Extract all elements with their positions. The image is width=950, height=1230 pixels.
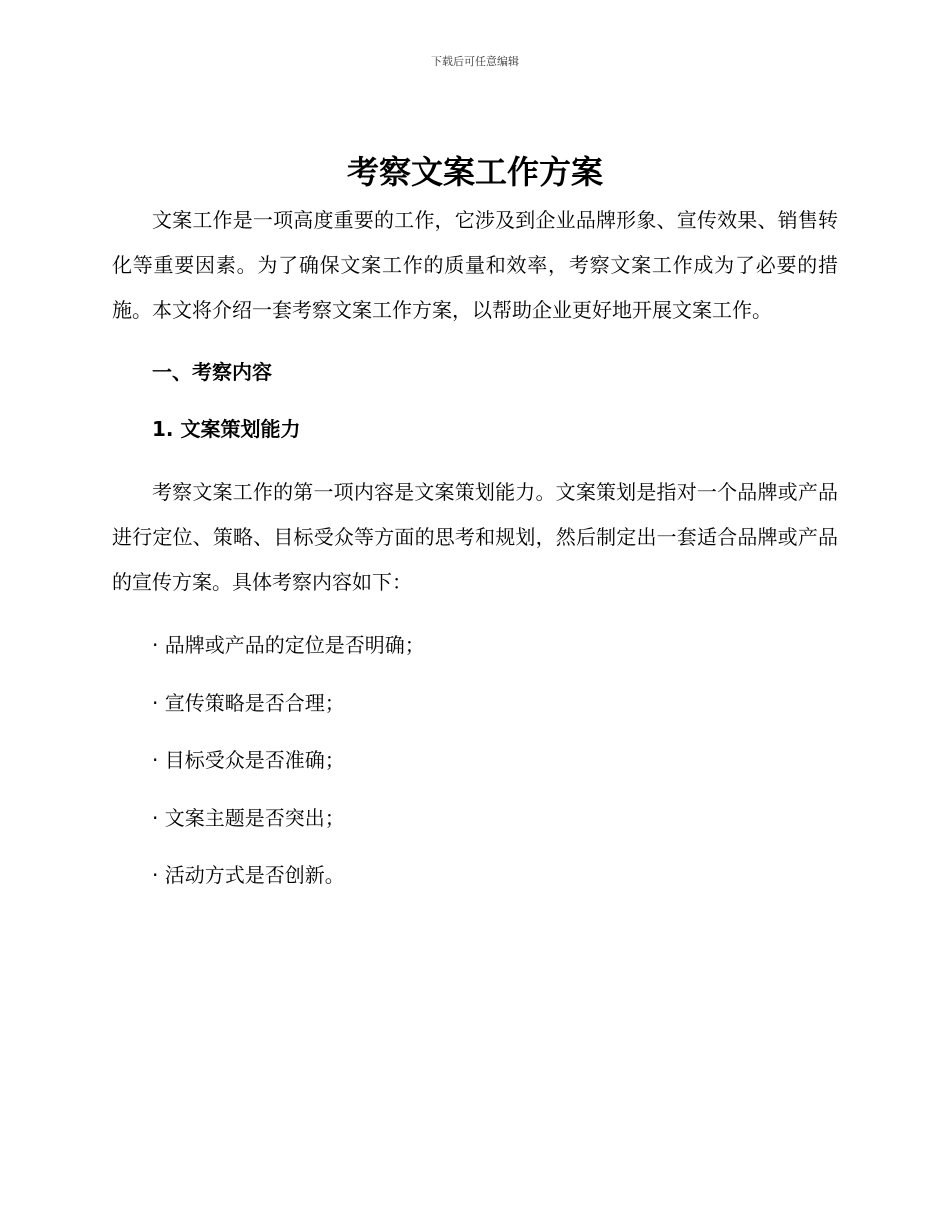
section-heading-1: 一、考察内容	[152, 360, 272, 384]
subsection-heading-1-1: 1. 文案策划能力	[152, 417, 301, 441]
list-item: · 品牌或产品的定位是否明确；	[152, 633, 425, 657]
list-item: · 文案主题是否突出；	[152, 805, 345, 830]
list-item: · 活动方式是否创新。	[152, 863, 345, 887]
header-note: 下载后可任意编辑	[431, 55, 519, 68]
subsection-paragraph: 考察文案工作的第一项内容是文案策划能力。文案策划是指对一个品牌或产品进行定位、策略、目标受众等方面的思考和规划，然后制定出一套适合品牌或产品的宣传方案。具体考察内容如下：	[112, 480, 838, 594]
list-item: · 目标受众是否准确；	[152, 748, 345, 772]
intro-paragraph: 文案工作是一项高度重要的工作，它涉及到企业品牌形象、宣传效果、销售转化等重要因素。为了确保文案工作的质量和效率，考察文案工作成为了必要的措施。本文将介绍一套考察文案工作方案，以帮助企业更好地开展文案工作。	[112, 208, 838, 322]
document-title: 考察文案工作方案	[346, 153, 603, 191]
list-item: · 宣传策略是否合理；	[152, 690, 345, 715]
document-body	[112, 198, 838, 905]
criteria-list	[112, 617, 838, 905]
